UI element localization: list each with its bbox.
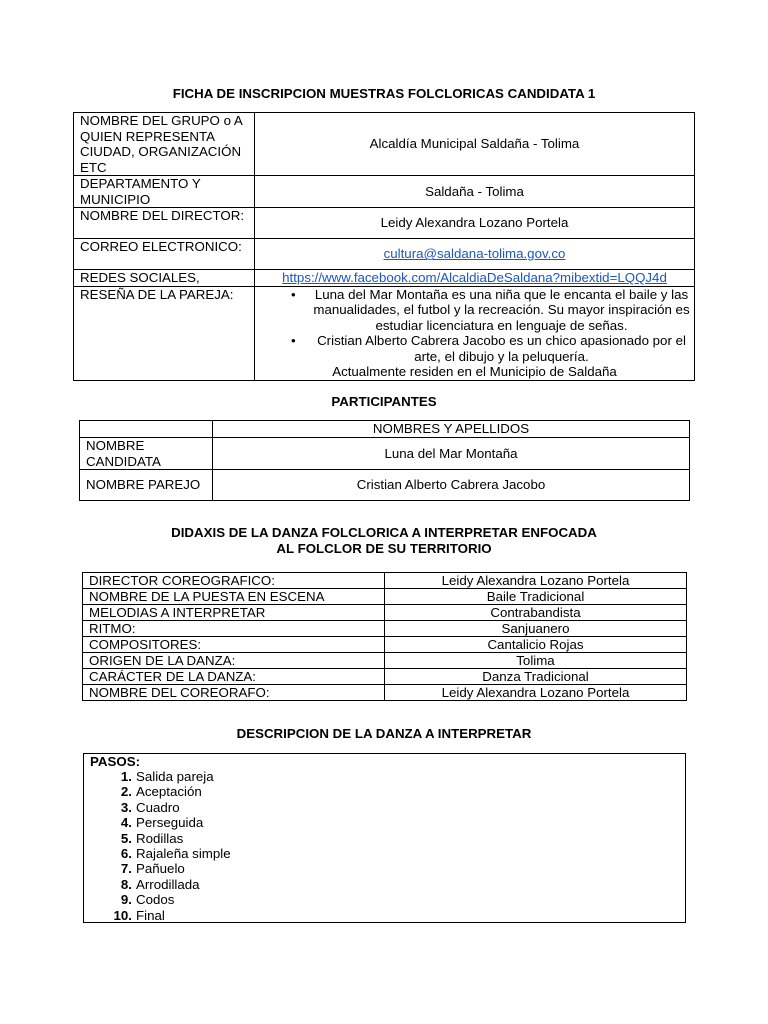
table-row xyxy=(83,589,687,605)
list-item xyxy=(84,892,231,907)
table-row xyxy=(80,470,690,501)
participants-heading: PARTICIPANTES xyxy=(331,394,437,409)
table-row xyxy=(83,685,687,701)
list-item xyxy=(84,784,231,799)
facebook-link[interactable]: https://www.facebook.com/AlcaldiaDeSaldana?mibextid=LQQJ4d xyxy=(282,270,667,285)
table-row xyxy=(83,653,687,669)
description-heading: DESCRIPCION DE LA DANZA A INTERPRETAR xyxy=(236,726,532,741)
group-label: NOMBRE DEL GRUPO o A QUIEN REPRESENTA CIUDAD, ORGANIZACIÓN ETC xyxy=(74,113,255,176)
department-label: DEPARTAMENTO Y MUNICIPIO xyxy=(74,176,255,208)
didaxis-label: COMPOSITORES: xyxy=(83,637,385,653)
candidate-name: Luna del Mar Montaña xyxy=(213,438,690,470)
list-item xyxy=(84,861,231,876)
step-text: Perseguida xyxy=(136,815,204,831)
list-item xyxy=(84,800,231,815)
step-number: 5. xyxy=(120,830,132,846)
group-value: Alcaldía Municipal Saldaña - Tolima xyxy=(255,113,695,176)
didaxis-value: Sanjuanero xyxy=(385,621,687,637)
step-number: 8. xyxy=(120,876,132,892)
didaxis-label: RITMO: xyxy=(83,621,385,637)
table-row xyxy=(74,286,695,380)
step-text: Pañuelo xyxy=(136,861,185,877)
step-number: 4. xyxy=(120,815,132,831)
didaxis-heading-line1: DIDAXIS DE LA DANZA FOLCLORICA A INTERPRETAR ENFOCADA xyxy=(171,525,597,540)
list-item xyxy=(84,815,231,830)
steps-list xyxy=(84,769,231,923)
table-row xyxy=(74,176,695,208)
step-text: Salida pareja xyxy=(136,769,214,784)
empty-header-cell xyxy=(80,421,213,438)
step-text: Cuadro xyxy=(136,799,180,815)
review-label: RESEÑA DE LA PAREJA: xyxy=(74,286,255,380)
email-label: CORREO ELECTRONICO: xyxy=(74,239,255,270)
step-number: 10. xyxy=(113,907,132,923)
list-item xyxy=(84,846,231,861)
steps-box xyxy=(83,753,686,923)
table-row xyxy=(83,621,687,637)
table-row xyxy=(80,421,690,438)
steps-title: PASOS: xyxy=(90,754,140,769)
didaxis-label: ORIGEN DE LA DANZA: xyxy=(83,653,385,669)
didaxis-label: NOMBRE DE LA PUESTA EN ESCENA xyxy=(83,589,385,605)
didaxis-table xyxy=(82,572,687,701)
didaxis-label: CARÁCTER DE LA DANZA: xyxy=(83,669,385,685)
social-label: REDES SOCIALES, xyxy=(74,270,255,287)
didaxis-label: DIRECTOR COREOGRAFICO: xyxy=(83,573,385,589)
didaxis-value: Leidy Alexandra Lozano Portela xyxy=(385,573,687,589)
step-text: Rodillas xyxy=(136,830,184,846)
review-item: • Cristian Alberto Cabrera Jacobo es un chico apasionado por el arte, el dibujo y la peluquería. xyxy=(259,333,690,364)
table-row xyxy=(83,573,687,589)
review-note: Actualmente residen en el Municipio de Saldaña xyxy=(332,364,617,379)
didaxis-value: Danza Tradicional xyxy=(385,669,687,685)
partner-label: NOMBRE PAREJO xyxy=(80,470,213,501)
names-column-header: NOMBRES Y APELLIDOS xyxy=(213,421,690,438)
step-number: 7. xyxy=(120,861,132,877)
department-value: Saldaña - Tolima xyxy=(255,176,695,208)
partner-name: Cristian Alberto Cabrera Jacobo xyxy=(213,470,690,501)
table-row xyxy=(74,113,695,176)
table-row xyxy=(80,438,690,470)
candidate-label: NOMBRE CANDIDATA xyxy=(80,438,213,470)
didaxis-value: Cantalicio Rojas xyxy=(385,637,687,653)
review-item: • Luna del Mar Montaña es una niña que le encanta el baile y las manualidades, el futbol y la recreación. Su mayor inspiración es estudiar licenciatura en lenguaje de señas. xyxy=(259,287,690,334)
table-row xyxy=(83,605,687,621)
step-number: 3. xyxy=(120,799,132,815)
step-text: Final xyxy=(136,907,165,923)
step-number: 2. xyxy=(120,784,132,800)
group-info-table xyxy=(73,112,695,381)
step-text: Aceptación xyxy=(136,784,202,800)
didaxis-label: MELODIAS A INTERPRETAR xyxy=(83,605,385,621)
participants-table xyxy=(79,420,690,501)
didaxis-value: Leidy Alexandra Lozano Portela xyxy=(385,685,687,701)
table-row xyxy=(83,669,687,685)
step-number: 6. xyxy=(120,845,132,861)
didaxis-label: NOMBRE DEL COREORAFO: xyxy=(83,685,385,701)
didaxis-value: Baile Tradicional xyxy=(385,589,687,605)
form-title: FICHA DE INSCRIPCION MUESTRAS FOLCLORICAS CANDIDATA 1 xyxy=(172,86,596,101)
step-number: 9. xyxy=(120,892,132,908)
email-link[interactable]: cultura@saldana-tolima.gov.co xyxy=(383,246,566,262)
step-text: Arrodillada xyxy=(136,876,200,892)
review-list xyxy=(259,287,690,365)
list-item xyxy=(84,877,231,892)
didaxis-value: Tolima xyxy=(385,653,687,669)
list-item xyxy=(84,908,231,923)
director-label: NOMBRE DEL DIRECTOR: xyxy=(74,208,255,239)
list-item xyxy=(84,769,231,784)
didaxis-heading-line2: AL FOLCLOR DE SU TERRITORIO xyxy=(276,541,492,556)
list-item xyxy=(84,831,231,846)
table-row xyxy=(83,637,687,653)
step-text: Rajaleña simple xyxy=(136,845,231,861)
didaxis-value: Contrabandista xyxy=(385,605,687,621)
table-row xyxy=(74,208,695,239)
step-text: Codos xyxy=(136,892,175,908)
step-number: 1. xyxy=(120,769,132,784)
table-row xyxy=(74,270,695,287)
director-value: Leidy Alexandra Lozano Portela xyxy=(255,208,695,239)
table-row xyxy=(74,239,695,270)
